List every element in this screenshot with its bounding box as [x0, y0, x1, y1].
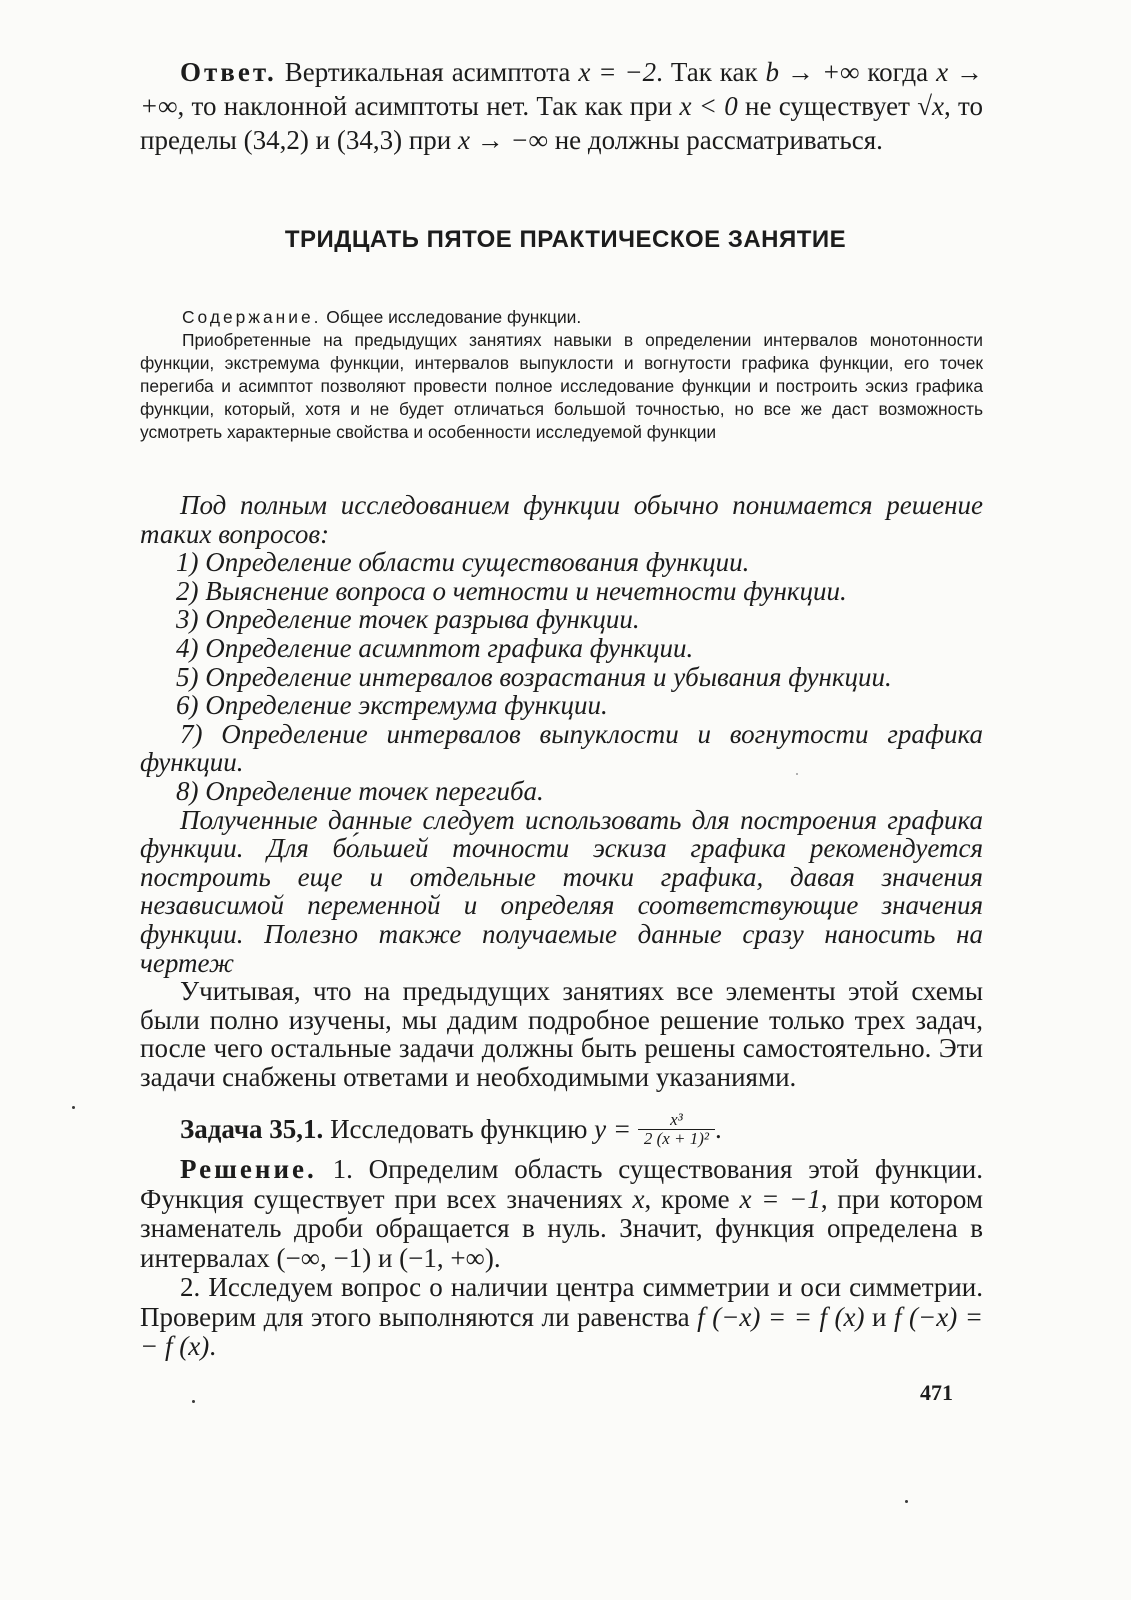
list-item: 5) Определение интервалов возрастания и убывания функции. [176, 661, 892, 692]
task-text: Исследовать функцию [323, 1114, 595, 1144]
answer-label: Ответ. [180, 57, 277, 87]
solution-text-part: и [864, 1301, 894, 1332]
math-expression: x < 0 [679, 91, 738, 121]
page-number: 471 [920, 1380, 953, 1405]
scan-speck [905, 1500, 908, 1503]
list-item: 7) Определение интервалов выпуклости и вогнутости графика функции. [140, 718, 983, 778]
plan-paragraph: Учитывая, что на предыдущих занятиях все элементы этой схемы были полно изучены, мы дадим подробное решение только трех задач, после чего остальные задачи должны быть решены самостоятельно. Эти задачи снабжены ответами и необходимыми указаниями. [140, 976, 983, 1092]
task-fraction [638, 1111, 715, 1148]
solution-text-part: . [209, 1331, 216, 1361]
list-item: 2) Выяснение вопроса о четности и нечетности функции. [176, 575, 847, 606]
fraction-numerator: x³ [670, 1110, 683, 1130]
task-lhs: y = [594, 1114, 632, 1144]
answer-text: не существует [737, 91, 918, 121]
answer-text: , то пределы (34,2) и (34,3) при [140, 91, 983, 155]
list-item: 4) Определение асимптот графика функции. [176, 632, 694, 663]
math-expression: x = −2 [578, 57, 657, 87]
math-expression: x [632, 1183, 645, 1214]
task-statement [180, 1112, 722, 1150]
lesson-title: ТРИДЦАТЬ ПЯТОЕ ПРАКТИЧЕСКОЕ ЗАНЯТИЕ [284, 226, 847, 253]
scan-speck [72, 1106, 75, 1109]
list-item: 6) Определение экстремума функции. [176, 690, 608, 721]
math-expression: f (−x) = = f (x) [697, 1301, 865, 1332]
task-end: . [715, 1114, 722, 1144]
intro-paragraph: Под полным исследованием функции обычно понимается решение таких вопросов: [140, 490, 983, 549]
summary-body: Приобретенные на предыдущих занятиях навыки в определении интервалов монотонности функции, экстремума функции, интервалов выпуклости и вогнутости графика функции, его точек перегиба и асимптот позволяют провести полное исследование функции и построить эскиз графика функции, который, хотя и не будет отличаться большой точностью, но все же даст возможность усмотреть характерные свойства и особенности исследуемой функции [140, 330, 983, 442]
answer-text: когда [859, 57, 937, 87]
summary-topic: Общее исследование функции. [321, 307, 582, 327]
answer-text: , то наклонной асимптоты нет. Так как при [177, 91, 680, 121]
answer-text: Вертикальная асимптота [276, 57, 579, 87]
list-item: 8) Определение точек перегиба. [176, 775, 544, 806]
math-expression: √x [917, 91, 944, 121]
task-label: Задача 35,1. [180, 1114, 324, 1144]
scan-speck [796, 773, 798, 775]
lesson-summary [140, 306, 983, 444]
list-item: 1) Определение области существования функции. [176, 547, 750, 578]
solution-label: Решение. [180, 1154, 317, 1184]
list-item: 3) Определение точек разрыва функции. [176, 604, 640, 635]
answer-paragraph [140, 55, 983, 157]
answer-text: не должны рассматриваться. [547, 125, 883, 155]
math-expression: x = −1 [739, 1183, 821, 1214]
math-expression: x → −∞ [457, 125, 548, 155]
scan-speck [192, 1400, 195, 1403]
solution-text-part: , кроме [644, 1183, 740, 1214]
advice-paragraph: Полученные данные следует использовать для построения графика функции. Для бо́льшей точности эскиза графика рекомендуется построить еще и отдельные точки графика, давая значения независимой переменной и определяя соответствующие значения функции. Полезно также получаемые данные сразу наносить на чертеж [140, 804, 983, 978]
main-text [140, 491, 983, 1091]
summary-label: Содержание. [182, 307, 322, 327]
math-expression: f (−x) = − f (x) [140, 1301, 983, 1361]
solution-text-part: 2. Исследуем вопрос о наличии центра симметрии и оси симметрии. Проверим для этого выполняются ли равенства [140, 1272, 983, 1332]
answer-text: . Так как [656, 57, 766, 87]
solution-text [140, 1155, 983, 1362]
math-expression: x → +∞ [140, 57, 984, 121]
fraction-denominator: 2 (x + 1)² [638, 1129, 715, 1148]
solution-text-part: , при котором знаменатель дроби обращается в нуль. Значит, функция определена в интервалах (−∞, −1) и (−1, +∞). [140, 1183, 983, 1273]
math-expression: b → +∞ [765, 57, 860, 87]
solution-text-part: 1. Определим область существования этой функции. Функция существует при всех значениях [140, 1154, 983, 1214]
